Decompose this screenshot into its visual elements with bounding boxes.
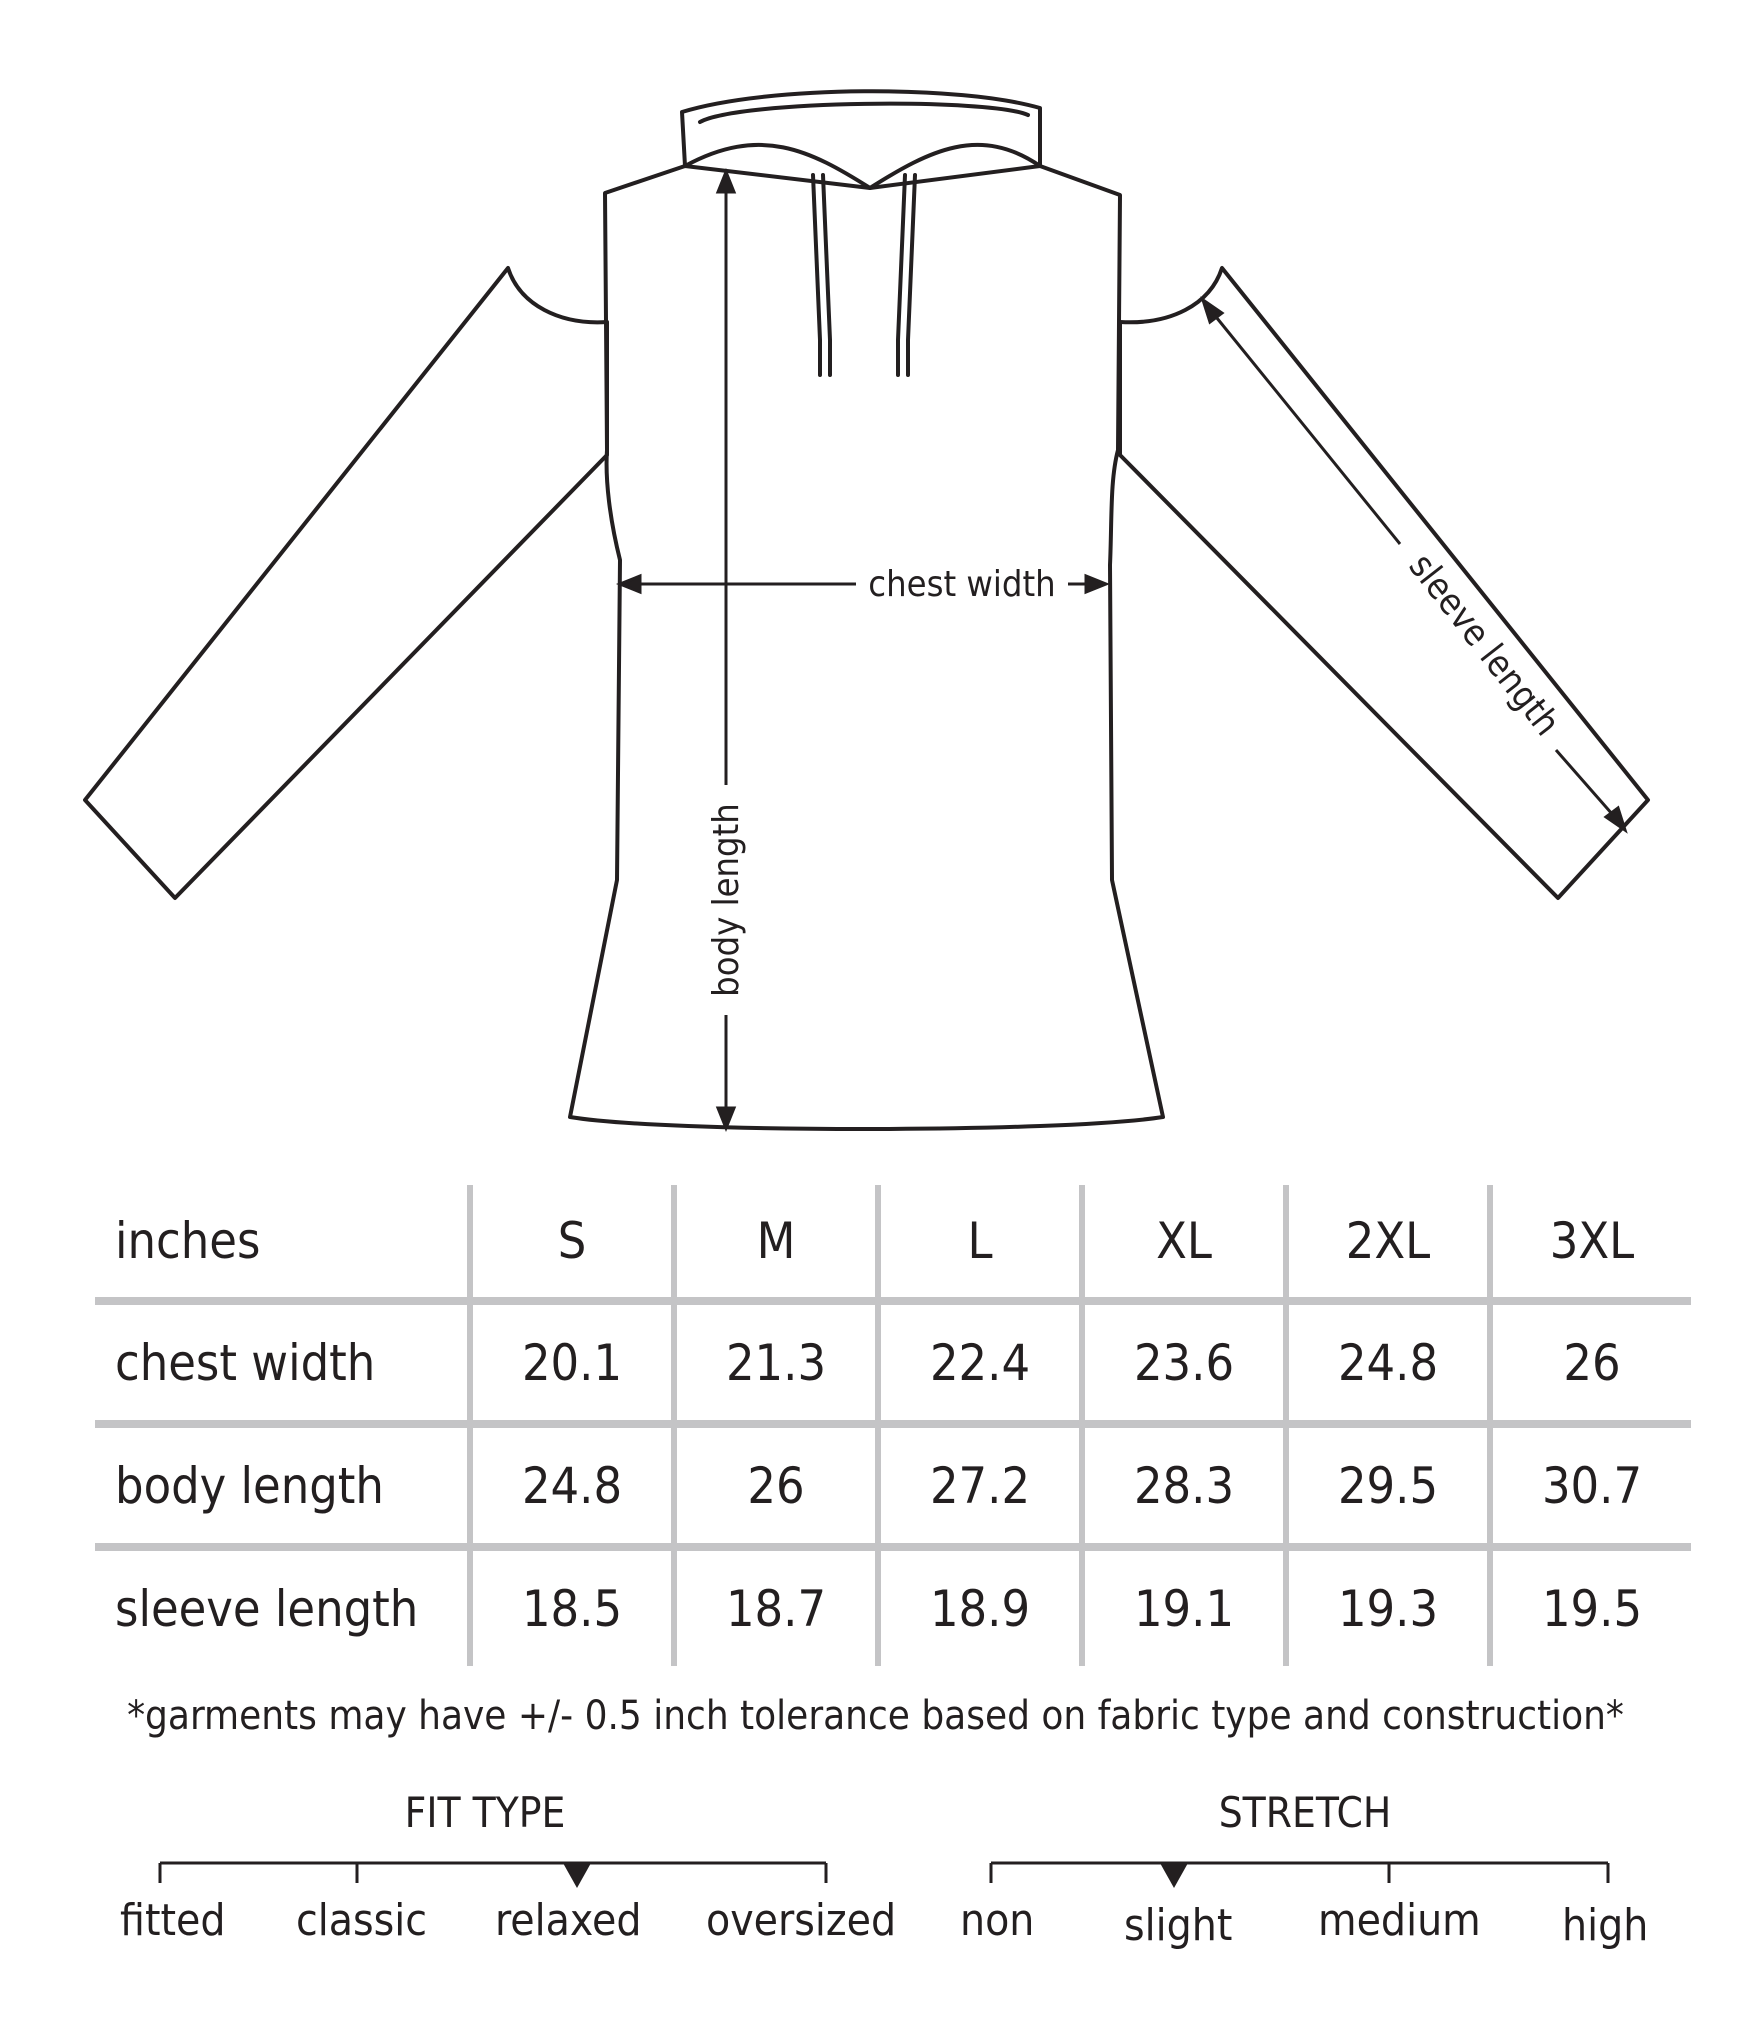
- table-cell: 19.1: [1082, 1547, 1286, 1666]
- table-cell: 18.9: [878, 1547, 1082, 1666]
- table-cell: 27.2: [878, 1424, 1082, 1547]
- fit-type-selected-marker: [563, 1863, 591, 1888]
- fit-type-title: FIT TYPE: [404, 1788, 566, 1837]
- table-cell: 18.5: [470, 1547, 674, 1666]
- table-cell: 28.3: [1082, 1424, 1286, 1547]
- size-header: S: [470, 1185, 674, 1301]
- size-table: [95, 1185, 1691, 1666]
- size-header: 2XL: [1286, 1185, 1490, 1301]
- table-cell: 19.3: [1286, 1547, 1490, 1666]
- table-cell: 21.3: [674, 1301, 878, 1424]
- size-header: L: [878, 1185, 1082, 1301]
- table-cell: 24.8: [1286, 1301, 1490, 1424]
- table-header-row: [95, 1185, 1691, 1301]
- scales: [0, 1840, 1751, 1900]
- drawstring-right: [898, 175, 915, 375]
- fit-option-oversized: oversized: [706, 1895, 897, 1946]
- stretch-option-medium: medium: [1318, 1895, 1481, 1946]
- drawstring-left: [813, 175, 830, 375]
- table-cell: 19.5: [1490, 1547, 1691, 1666]
- size-header: 3XL: [1490, 1185, 1691, 1301]
- hood-inner-line: [700, 104, 1028, 122]
- table-row: [95, 1301, 1691, 1424]
- sleeve-length-label: sleeve length: [1400, 546, 1568, 744]
- row-label: sleeve length: [95, 1547, 470, 1666]
- table-cell: 29.5: [1286, 1424, 1490, 1547]
- tolerance-note: *garments may have +/- 0.5 inch tolerance based on fabric type and construction*: [127, 1693, 1624, 1739]
- stretch-option-slight: slight: [1124, 1900, 1233, 1951]
- fit-option-relaxed: relaxed: [495, 1895, 642, 1946]
- table-cell: 23.6: [1082, 1301, 1286, 1424]
- table-row: [95, 1547, 1691, 1666]
- table-cell: 30.7: [1490, 1424, 1691, 1547]
- stretch-option-high: high: [1562, 1900, 1649, 1951]
- unit-label: inches: [115, 1212, 261, 1270]
- table-cell: 18.7: [674, 1547, 878, 1666]
- left-sleeve: [85, 268, 607, 898]
- row-label: body length: [95, 1424, 470, 1547]
- table-cell: 24.8: [470, 1424, 674, 1547]
- hoodie-body-outline: [570, 166, 1163, 1129]
- table-cell: 22.4: [878, 1301, 1082, 1424]
- table-cell: 26: [1490, 1301, 1691, 1424]
- table-cell: 26: [674, 1424, 878, 1547]
- stretch-title: STRETCH: [1218, 1788, 1392, 1837]
- size-header: M: [674, 1185, 878, 1301]
- table-row: [95, 1424, 1691, 1547]
- stretch-option-non: non: [960, 1895, 1035, 1946]
- chest-width-label: chest width: [868, 564, 1056, 605]
- body-length-label: body length: [706, 803, 747, 997]
- table-cell: 20.1: [470, 1301, 674, 1424]
- right-sleeve: [1120, 268, 1648, 898]
- row-label: chest width: [95, 1301, 470, 1424]
- size-header: XL: [1082, 1185, 1286, 1301]
- fit-option-classic: classic: [296, 1895, 428, 1946]
- fit-option-fitted: fitted: [120, 1895, 226, 1946]
- stretch-selected-marker: [1160, 1863, 1188, 1888]
